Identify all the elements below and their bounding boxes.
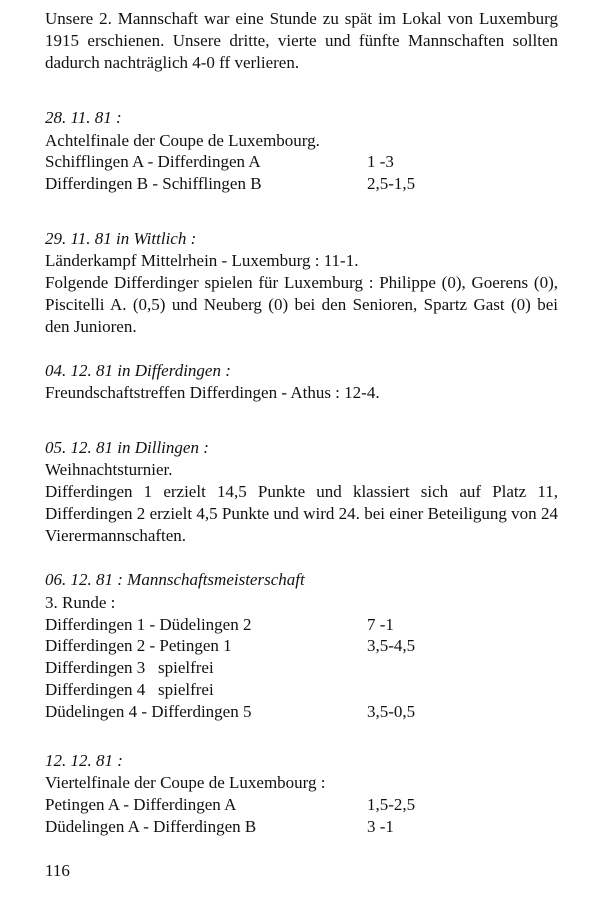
match-line: Differdingen 2 - Petingen 1 — [45, 636, 232, 655]
section-title: 3. Runde : — [45, 593, 116, 612]
section-text: Folgende Differdinger spielen für Luxemburg : Philippe (0), Goerens (0), Piscitelli A. (0,5) und Neuberg (0) bei den Senioren, Spartz Gast (0) bei den Junioren. — [45, 273, 558, 336]
match-result: 3,5-0,5 — [367, 702, 416, 721]
match-line: Differdingen 3 spielfrei — [45, 658, 214, 677]
section-date: 05. 12. 81 in Dillingen : — [45, 438, 209, 457]
section-title: Viertelfinale der Coupe de Luxembourg : — [45, 773, 326, 792]
section-date: 28. 11. 81 : — [45, 108, 122, 127]
match-line: Differdingen 4 spielfrei — [45, 680, 214, 699]
intro-paragraph: Unsere 2. Mannschaft war eine Stunde zu spät im Lokal von Luxemburg 1915 erschienen. Unsere dritte, vierte und fünfte Mannschaften sollten dadurch nachträglich 4-0 ff verlieren. — [45, 9, 558, 72]
match-result: 7 -1 — [367, 615, 394, 634]
section-title: Länderkampf Mittelrhein - Luxemburg : 11-1. — [45, 251, 359, 270]
section-date: 06. 12. 81 : Mannschaftsmeisterschaft — [45, 570, 305, 589]
match-line: Differdingen 1 - Düdelingen 2 — [45, 615, 252, 634]
section-date: 12. 12. 81 : — [45, 751, 123, 770]
match-line: Differdingen B - Schifflingen B — [45, 174, 262, 193]
match-line: Schifflingen A - Differdingen A — [45, 152, 261, 171]
match-line: Petingen A - Differdingen A — [45, 795, 237, 814]
match-result: 1 -3 — [367, 152, 394, 171]
match-result: 3,5-4,5 — [367, 636, 416, 655]
section-title: Freundschaftstreffen Differdingen - Athus : 12-4. — [45, 383, 380, 402]
match-line: Düdelingen A - Differdingen B — [45, 817, 257, 836]
page-number: 116 — [45, 861, 70, 880]
section-text: Differdingen 1 erzielt 14,5 Punkte und klassiert sich auf Platz 11, Differdingen 2 erzielt 4,5 Punkte und wird 24. bei einer Beteiligung von 24 Vierermannschaften. — [45, 482, 558, 545]
section-title: Achtelfinale der Coupe de Luxembourg. — [45, 131, 320, 150]
match-line: Düdelingen 4 - Differdingen 5 — [45, 702, 252, 721]
section-date: 29. 11. 81 in Wittlich : — [45, 229, 197, 248]
match-result: 2,5-1,5 — [367, 174, 416, 193]
match-result: 3 -1 — [367, 817, 394, 836]
section-date: 04. 12. 81 in Differdingen : — [45, 361, 231, 380]
match-result: 1,5-2,5 — [367, 795, 416, 814]
section-title: Weihnachtsturnier. — [45, 460, 173, 479]
